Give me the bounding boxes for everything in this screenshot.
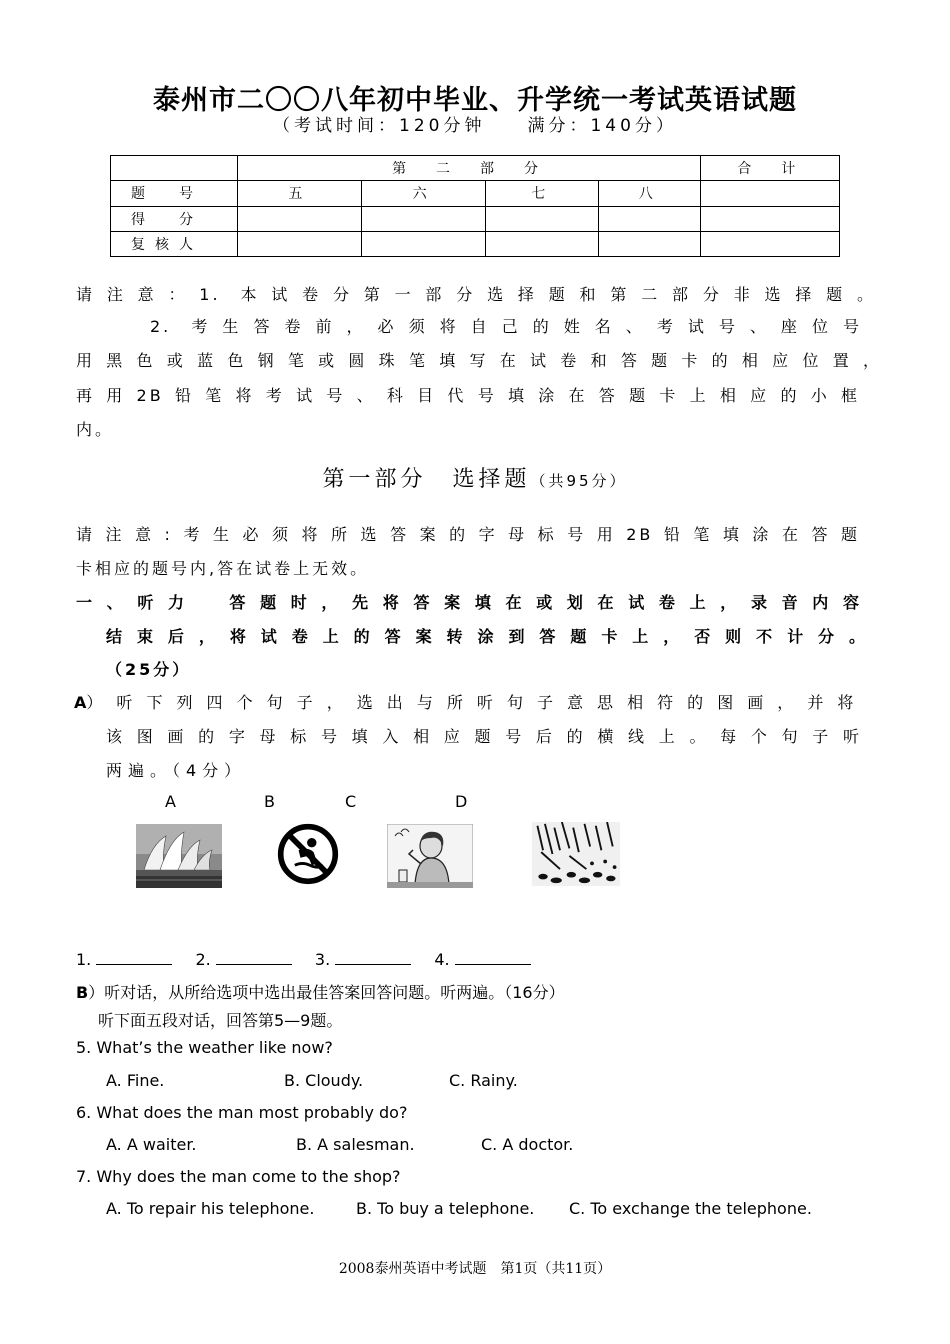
score-table-col: 六 [362,181,486,206]
question-stem: 6. What does the man most probably do? [76,1103,408,1122]
score-table-col: 七 [486,181,598,206]
score-table-cell [237,206,361,231]
score-table-cell [362,231,486,256]
part-a-instruction [74,690,864,713]
part-a-line3: 两遍。（4分） [106,761,247,780]
part-one-title [0,462,950,493]
score-table-cell [486,231,598,256]
question-option: C. To exchange the telephone. [569,1199,812,1218]
score-table-cell [362,206,486,231]
score-table-corner [111,156,238,181]
part-b-line1: ）听对话，从所给选项中选出最佳答案回答问题。听两遍。（16分） [88,983,565,1002]
score-table-col: 五 [237,181,361,206]
score-table-col: 八 [598,181,701,206]
picture-label-c: C [345,792,357,811]
score-table-cell [486,206,598,231]
opera-house-picture [136,824,222,888]
question-option: C. A doctor. [481,1135,574,1154]
picture-label-a: A [165,792,176,811]
section-listening-score: （25分） [106,660,192,679]
answer-blank[interactable] [96,950,172,965]
part-b-label: B [76,983,89,1002]
part-b-line2: 听下面五段对话，回答第5—9题。 [98,1011,343,1030]
blank-label: 4. [434,950,450,969]
picture-label-d: D [455,792,468,811]
question-option: B. A salesman. [296,1135,415,1154]
question-stem: 5. What’s the weather like now? [76,1038,333,1057]
question-option: B. To buy a telephone. [356,1199,535,1218]
part-one-title-text: 第一部分 选择题 [322,467,531,492]
answer-blanks [76,950,549,969]
notice-line: 2. 考生答卷前，必须将自己的姓名、考试号、座位号 [150,317,862,336]
notice2-line: 请注意:考生必须将所选答案的字母标号用2B铅笔填涂在答题 [76,525,860,544]
notice2-line: 卡相应的题号内,答在试卷上无效。 [76,559,370,578]
score-table-cell [598,231,701,256]
answer-blank[interactable] [455,950,531,965]
question-option: A. To repair his telephone. [106,1199,315,1218]
answer-blank[interactable] [216,950,292,965]
score-table-cell [701,181,840,206]
score-table-cell [701,231,840,256]
part-one-score: （共95分） [530,472,628,490]
score-table-part-header: 第 二 部 分 [237,156,701,181]
part-b-instruction [76,980,565,1003]
section-listening-line: 结束后，将试卷上的答案转涂到答题卡上，否则不计分。 [106,627,868,646]
section-listening-line: 一、听力 答题时，先将答案填在或划在试卷上，录音内容 [76,593,862,612]
notice-line: 再用2B铅笔将考试号、科目代号填涂在答题卡上相应的小框 [76,386,860,405]
question-option: A. Fine. [106,1071,165,1090]
part-a-line1: ）听下列四个句子，选出与所听句子意思相符的图画，并将 [86,693,857,712]
part-a-line2: 该图画的字母标号填入相应题号后的横线上。每个句子听 [106,727,862,746]
part-a-label: A [74,693,87,712]
notice-line: 请注意：1. 本试卷分第一部分选择题和第二部分非选择题。 [76,285,876,304]
question-option: C. Rainy. [449,1071,518,1090]
page-footer: 2008泰州英语中考试题 第1页（共11页） [338,1261,612,1277]
answer-blank[interactable] [335,950,411,965]
notice-line: 内。 [76,420,115,439]
blank-label: 3. [314,950,331,969]
score-table-row-label: 复核人 [111,231,238,256]
score-table-total-header: 合 计 [701,156,840,181]
question-option: B. Cloudy. [284,1071,364,1090]
exam-subtitle: （考试时间：120分钟 满分：140分） [273,116,677,136]
no-swimming-sign-picture [274,822,342,886]
question-stem: 7. Why does the man come to the shop? [76,1167,401,1186]
exam-title: 泰州市二〇〇八年初中毕业、升学统一考试英语试题 [153,85,797,116]
score-table-cell [701,206,840,231]
picture-label-b: B [264,792,275,811]
score-table-row-label: 题 号 [111,181,238,206]
rain-picture [529,822,623,886]
score-table [110,155,840,257]
score-table-cell [598,206,701,231]
question-option: A. A waiter. [106,1135,197,1154]
score-table-row-label: 得 分 [111,206,238,231]
score-table-cell [237,231,361,256]
tired-woman-picture [387,824,473,888]
blank-label: 2. [195,950,211,969]
blank-label: 1. [76,950,92,969]
notice-line: 用黑色或蓝色钢笔或圆珠笔填写在试卷和答题卡的相应位置， [76,351,882,370]
